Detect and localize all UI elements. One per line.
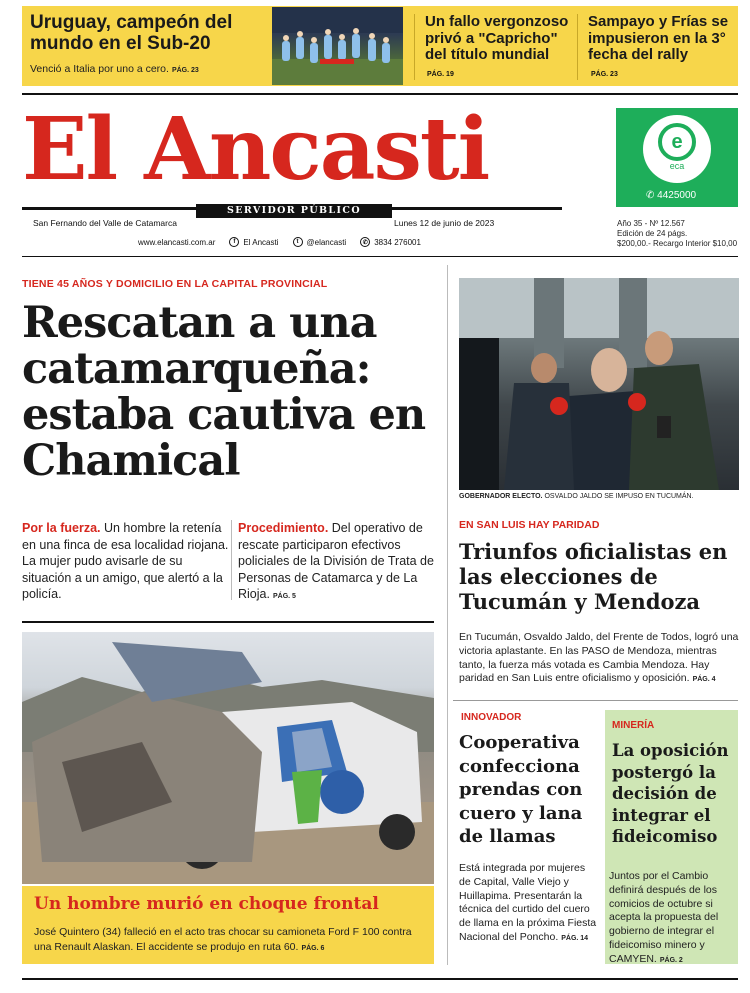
crash-photo[interactable] [22,632,434,884]
election-page: PÁG. 4 [692,676,716,684]
pillar-shape [619,278,647,368]
election-body [459,631,741,687]
banner-story3-headline[interactable]: Sampayo y Frías se impusieron en la 3° fecha del rally [588,13,729,63]
man-coat-shape [629,364,719,490]
facebook-label: El Ancasti [243,237,279,247]
building-shape [459,278,739,338]
election-kicker: EN SAN LUIS HAY PARIDAD [459,519,600,531]
banner-sign-shape [320,59,354,64]
innovador-headline[interactable]: Cooperativa confecciona prendas con cuero y lana de llamas [459,732,583,847]
mineria-body-text: Juntos por el Cambio definirá después de los comicios de octubre si acepta la propuesta del gobierno de integrar el fideicomiso minero y CAMYEN. [609,870,719,965]
radio-phone-number: 4425000 [657,190,697,201]
election-body-text: En Tucumán, Osvaldo Jaldo, del Frente de Todos, logró una victoria aplastante. En las PASO de Mendoza, mientras tanto, la fuerza más votada es Cambia Mendoza. Hay paridad en San Luis entre oficialismo y oposición. [459,631,739,685]
banner-story1-headline[interactable]: Uruguay, campeón del mundo en el Sub-20 [30,12,233,54]
banner-story2-page: PÁG. 19 [427,71,454,78]
masthead-tagline: SERVIDOR PÚBLICO [196,204,392,218]
whatsapp-link[interactable] [360,237,421,247]
man-face-shape [645,331,673,365]
edition-number: Año 35 - Nº 12.567 [617,219,685,228]
stands-shape [272,7,403,33]
masthead-location: San Fernando del Valle de Catamarca [33,218,177,228]
main-story-kicker: TIENE 45 AÑOS Y DOMICILIO EN LA CAPITAL PROVINCIAL [22,278,328,290]
crash-story-headline[interactable]: Un hombre murió en choque frontal [34,894,379,914]
innovador-kicker: INNOVADOR [461,712,522,723]
banner-story3-page: PÁG. 23 [591,71,618,78]
radio-phone: ✆ 4425000 [646,190,697,201]
mid-rule [22,621,434,623]
col2-lead: Procedimiento. [238,521,329,535]
main-story-headline[interactable]: Rescatan a una catamarqueña: estaba cautiva en Chamical [22,298,426,486]
crash-photo-svg [22,632,434,884]
whatsapp-label: 3834 276001 [374,237,421,247]
right-rule [453,700,738,701]
main-column-divider [447,265,448,965]
microphone-shape [628,393,646,411]
twitter-label: @elancasti [306,237,347,247]
mineria-headline[interactable]: La oposición postergó la decisión de integrar el fideicomiso [612,741,729,846]
masthead-bottom-rule [22,256,738,257]
innovador-body-text: Está integrada por mujeres de Capital, Valle Viejo y Huillapima. Presentarán la técnica del curtido del cuero de llama en la próxima Fiesta Nacional del Poncho. [459,862,597,943]
innovador-body [459,862,599,946]
facebook-icon: f [229,237,239,247]
twitter-link[interactable] [293,237,347,247]
bottom-rule [22,978,738,980]
uruguay-team-photo[interactable] [272,7,403,85]
masthead-date: Lunes 12 de junio de 2023 [394,218,495,228]
col2-text: Del operativo de rescate participaron efectivos policiales de la División de Trata de Personas de Catamarca y de La Rioja. [238,521,434,601]
main-story-page: PÁG. 5 [272,593,296,600]
edition-price: $200,00.- Recargo Interior $10,00 [617,239,738,248]
banner-story1-summary-text: Venció a Italia por uno a cero. [30,63,169,75]
innovador-page: PÁG. 14 [561,934,589,942]
banner-story2-headline[interactable]: Un fallo vergonzoso privó a "Capricho" del título mundial [425,13,569,63]
radio-logo-icon: e [658,123,696,161]
phone-shape [657,416,671,438]
mineria-body [609,870,735,968]
banner-story1-page: PÁG. 23 [171,67,199,74]
microphone-shape [550,397,568,415]
col1-lead: Por la fuerza. [22,521,101,535]
facebook-link[interactable] [229,237,278,247]
crash-body-text: José Quintero (34) falleció en el acto tras chocar su camioneta Ford F 100 contra una Renault Alaskan. El accidente se produjo en ruta 60. [34,926,412,953]
banner-divider [577,14,578,80]
mineria-kicker: MINERÍA [612,720,655,731]
woman-face-shape [531,353,557,383]
camera-shape [459,338,499,490]
edition-pages: Edición de 24 págs. [617,229,688,238]
main-story-col2 [238,520,438,606]
crash-story-body [34,925,430,956]
top-rule [22,93,738,95]
banner-story1-summary [30,63,270,75]
election-headline[interactable]: Triunfos oficialistas en las elecciones de Tucumán y Mendoza [459,539,728,614]
press-photo-caption [459,493,739,500]
jaldo-face-shape [591,348,627,392]
crash-story-page: PÁG. 6 [301,944,325,952]
mineria-page: PÁG. 2 [659,956,683,964]
edition-info [617,219,737,249]
press-photo-svg [459,278,739,490]
team-photo-svg [272,7,403,85]
logo-shape [320,770,364,814]
website-link[interactable]: www.elancasti.com.ar [138,237,216,247]
contact-bar [138,237,421,247]
caption-text: OSVALDO JALDO SE IMPUSO EN TUCUMÁN. [544,493,694,500]
whatsapp-icon: ✆ [360,237,370,247]
jaldo-press-photo[interactable] [459,278,739,490]
banner-divider [414,14,415,80]
col1-text: Un hombre la retenía en una finca de esa localidad riojana. La mujer pudo avisarle de su situación a un amigo, que alertó a la policía. [22,521,229,601]
column-divider [231,520,232,600]
radio-logo-word: eca [669,161,685,171]
wheel-shape [379,814,415,850]
twitter-icon: t [293,237,303,247]
masthead-title[interactable]: El Ancasti [22,99,489,200]
main-story-col1 [22,520,230,603]
caption-lead: GOBERNADOR ELECTO. [459,493,543,500]
